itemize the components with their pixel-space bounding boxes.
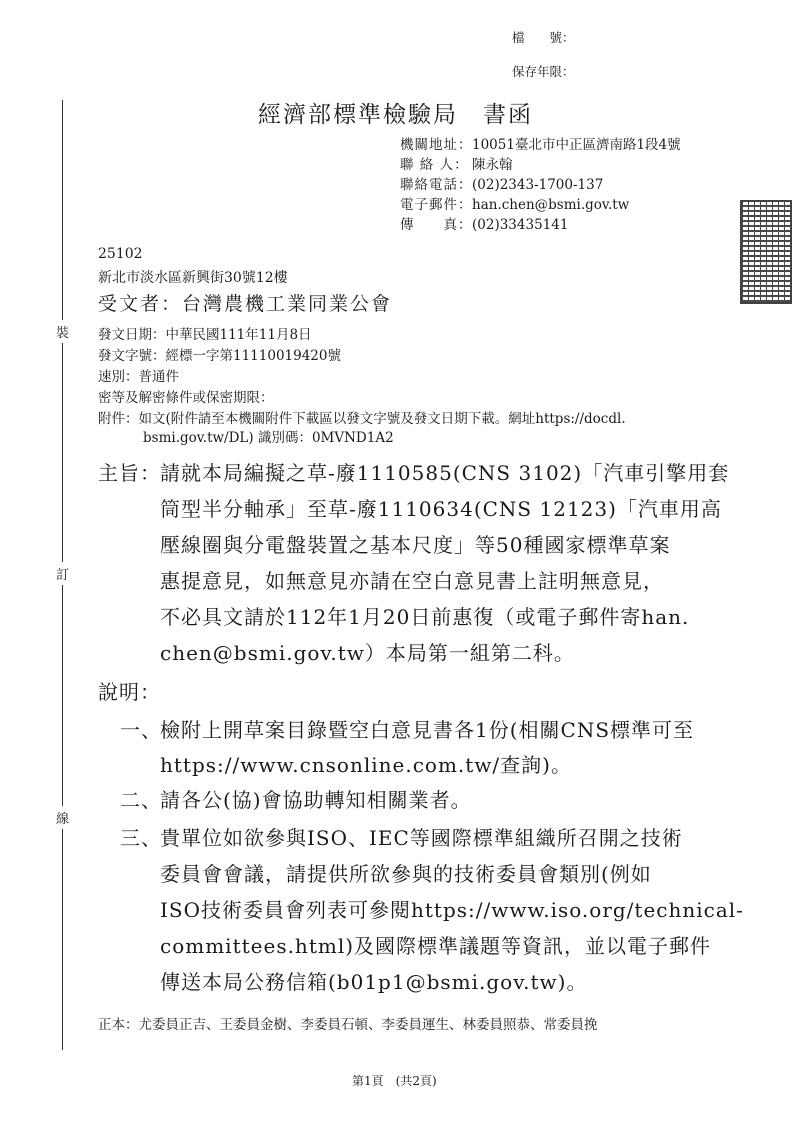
item-3-line-5: 傳送本局公務信箱(b01p1@bsmi.gov.tw)。 <box>160 970 588 994</box>
item-2-number: 二、 <box>120 788 162 812</box>
postcode: 25102 <box>98 246 143 262</box>
binding-char-ding: 訂 <box>56 562 69 585</box>
attachment-line-1: 附件：如文(附件請至本機關附件下載區以發文字號及發文日期下載。網址https://docdl. <box>98 411 626 427</box>
copies-recipients: 正本：尤委員正吉、王委員金樹、李委員石頓、李委員運生、林委員照恭、常委員挽 <box>98 1017 598 1033</box>
binding-char-xian: 線 <box>56 806 69 829</box>
subject-line-5: 不必具文請於112年1月20日前惠復（或電子郵件寄han. <box>160 605 690 629</box>
item-3-line-1: 貴單位如欲參與ISO、IEC等國際標準組織所召開之技術 <box>160 826 683 850</box>
subject-label: 主旨： <box>98 461 161 485</box>
attachment-line-2: bsmi.gov.tw/DL) 識別碼：0MVND1A2 <box>143 430 394 446</box>
secrecy-level: 密等及解密條件或保密期限： <box>98 390 274 406</box>
explanation-label: 說明： <box>98 680 161 704</box>
agency-fax-row: 傳 真：(02)33435141 <box>400 217 569 233</box>
recipient: 受文者：台灣農機工業同業公會 <box>98 293 393 315</box>
item-1-line-1: 檢附上開草案目錄暨空白意見書各1份(相關CNS標準可至 <box>160 718 695 742</box>
item-1-line-2: https://www.cnsonline.com.tw/查詢)。 <box>160 753 572 777</box>
agency-email-row: 電子郵件：han.chen@bsmi.gov.tw <box>400 197 630 213</box>
subject-line-3: 壓線圈與分電盤裝置之基本尺度」等50種國家標準草案 <box>160 533 671 557</box>
issue-date: 發文日期：中華民國111年11月8日 <box>98 327 312 343</box>
delivery-speed: 速別：普通件 <box>98 369 179 385</box>
agency-address-row: 機關地址：10051臺北市中正區濟南路1段4號 <box>400 137 681 153</box>
item-3-number: 三、 <box>120 826 162 850</box>
agency-contact-row: 聯 絡 人： 陳永翰 <box>400 157 513 173</box>
file-number-label: 檔 號： <box>512 30 575 45</box>
item-3-line-2: 委員會會議，請提供所欲參與的技術委員會類別(例如 <box>160 862 652 886</box>
item-3-line-4: committees.html)及國際標準議題等資訊，並以電子郵件 <box>160 934 712 958</box>
agency-info <box>400 135 681 235</box>
binding-char-zhuang: 裝 <box>56 320 69 343</box>
retention-period-label: 保存年限： <box>512 64 575 79</box>
document-number: 發文字號：經標一字第11110019420號 <box>98 348 341 364</box>
page-number: 第1頁 (共2頁) <box>352 1074 437 1088</box>
official-stamp <box>740 200 792 304</box>
subject-line-4: 惠提意見，如無意見亦請在空白意見書上註明無意見， <box>160 569 664 593</box>
subject-line-2: 筒型半分軸承」至草-廢1110634(CNS 12123)「汽車用高 <box>160 497 722 521</box>
document-title: 經濟部標準檢驗局 書函 <box>258 102 533 128</box>
item-3-line-3: ISO技術委員會列表可參閱https://www.iso.org/technical- <box>160 898 744 922</box>
subject-line-6: chen@bsmi.gov.tw）本局第一組第二科。 <box>160 641 575 665</box>
subject-line-1: 請就本局編擬之草-廢1110585(CNS 3102)「汽車引擎用套 <box>160 461 730 485</box>
item-1-number: 一、 <box>120 718 162 742</box>
agency-phone-row: 聯絡電話：(02)2343-1700-137 <box>400 177 604 193</box>
recipient-address: 新北市淡水區新興街30號12樓 <box>98 270 288 286</box>
item-2-line-1: 請各公(協)會協助轉知相關業者。 <box>160 788 472 812</box>
